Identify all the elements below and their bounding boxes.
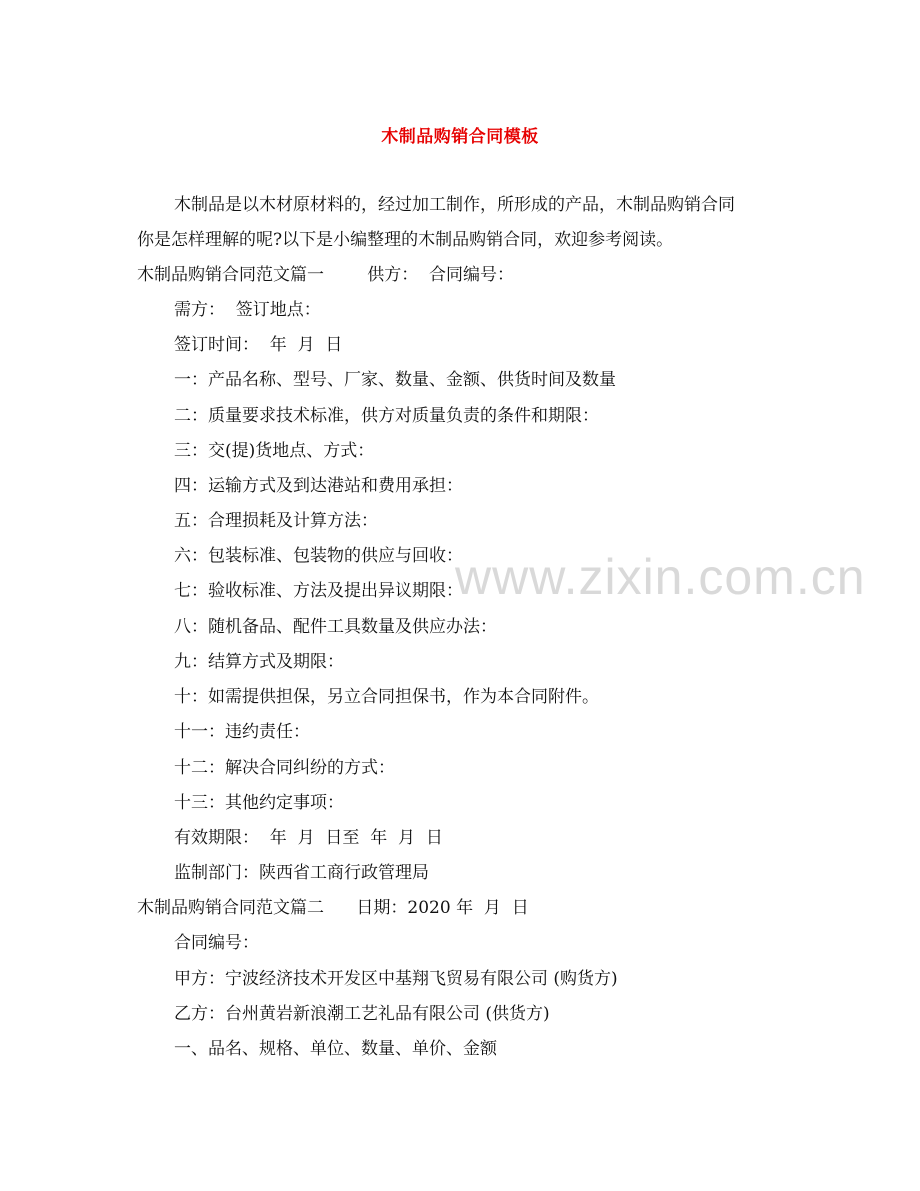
watermark-text: www.zixin.com.cn xyxy=(455,549,866,605)
document-title: 木制品购销合同模板 xyxy=(381,127,539,147)
section1-line: 三：交(提)货地点、方式： xyxy=(174,441,375,461)
section1-line: 有效期限： 年 月 日至 年 月 日 xyxy=(174,828,443,848)
section1-line: 签订时间： 年 月 日 xyxy=(174,335,343,355)
section1-line: 二：质量要求技术标准，供方对质量负责的条件和期限： xyxy=(174,406,599,426)
section1-line: 监制部门：陕西省工商行政管理局 xyxy=(174,863,429,883)
section1-line: 四：运输方式及到达港站和费用承担： xyxy=(174,476,463,496)
intro-line-1: 木制品是以木材原材料的，经过加工制作，所形成的产品，木制品购销合同 xyxy=(174,195,735,215)
section1-heading: 木制品购销合同范文篇一 供方： 合同编号： xyxy=(137,265,515,285)
section2-heading: 木制品购销合同范文篇二 日期：2020 年 月 日 xyxy=(137,898,529,918)
section2-line: 乙方：台州黄岩新浪潮工艺礼品有限公司 (供货方) xyxy=(174,1004,550,1024)
section1-line: 六：包装标准、包装物的供应与回收： xyxy=(174,546,463,566)
section1-line: 五：合理损耗及计算方法： xyxy=(174,511,378,531)
section1-line: 七：验收标准、方法及提出异议期限： xyxy=(174,581,463,601)
section1-line: 一：产品名称、型号、厂家、数量、金额、供货时间及数量 xyxy=(174,370,616,390)
section1-line: 十一：违约责任： xyxy=(174,722,310,742)
section2-line: 合同编号： xyxy=(174,933,259,953)
section1-line: 需方： 签订地点： xyxy=(174,300,321,320)
intro-line-2: 你是怎样理解的呢?以下是小编整理的木制品购销合同，欢迎参考阅读。 xyxy=(137,230,674,250)
section2-line: 甲方：宁波经济技术开发区中基翔飞贸易有限公司 (购货方) xyxy=(174,969,618,989)
section1-line: 十三：其他约定事项： xyxy=(174,793,344,813)
section1-line: 八：随机备品、配件工具数量及供应办法： xyxy=(174,617,497,637)
section2-line: 一、品名、规格、单位、数量、单价、金额 xyxy=(174,1039,497,1059)
section1-line: 九：结算方式及期限： xyxy=(174,652,344,672)
section1-line: 十：如需提供担保，另立合同担保书，作为本合同附件。 xyxy=(174,687,599,707)
section1-line: 十二：解决合同纠纷的方式： xyxy=(174,758,395,778)
